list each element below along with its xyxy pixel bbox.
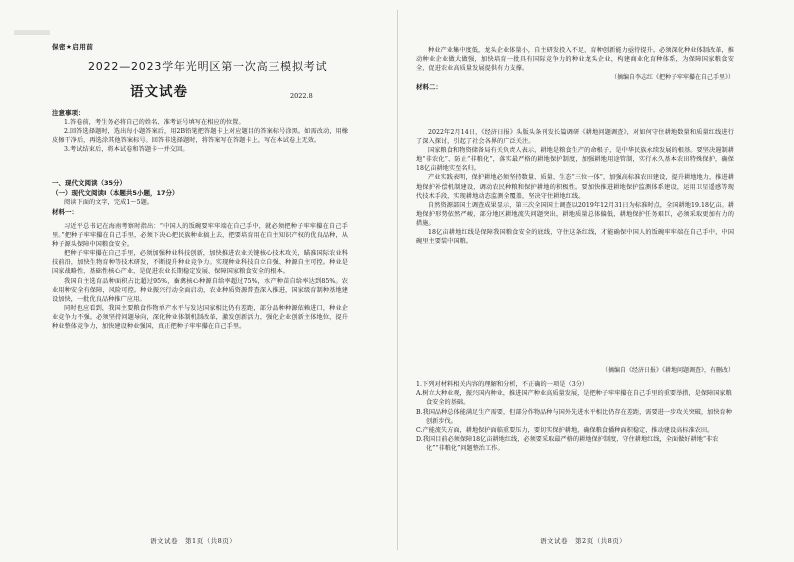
left-article xyxy=(52,222,348,512)
question-option: B.我国品种总体能满足生产需要，但部分作物品种与国外先进水平相比仍存在差距，需要进一步攻关突破，加快育种创新步伐。 xyxy=(416,408,732,425)
article-paragraph: 2022年2月14日，《经济日报》头版头条刊发长篇调研《耕地问题调查》，对如何守住耕地数量和质量红线进行了深入探讨，引起了社会各界的广泛关注。 xyxy=(416,129,734,146)
left-page-footer: 语文试卷 第1页（共8页） xyxy=(150,537,237,545)
question-option: D.我国目前必须保障18亿亩耕地红线，必须要采取最严格的耕地保护制度，守住耕地红线，全面做好耕地“非农化”“非粮化”问题整治工作。 xyxy=(416,436,719,453)
secret-label: 保密★启用前 xyxy=(52,43,94,51)
source-attribution: （摘编自《经济日报》《耕地问题调查》，有删改） xyxy=(601,367,734,374)
question-stem: 1.下列对材料相关内容的理解和分析，不正确的一项是（3分） xyxy=(416,381,589,388)
question-option: C.产能流失方面，耕地保护面临重要压力，要切实保护耕地，确保粮食播种面积稳定，推动建设高标准农田。 xyxy=(416,426,714,434)
article-paragraph: 种业产业集中度低，龙头企业体量小，自主研发投入不足，育种创新能力亟待提升。必须深化种业体制改革，推动种业企业做大做强，加快培育一批具有国际竞争力的种业龙头企业，构建商业化育种体系，为保障国家粮食安全、促进农业高质量发展提供有力支撑。 xyxy=(416,47,734,73)
article-paragraph: 把种子牢牢攥在自己手里，必须加强种业科技创新，加快推进农业关键核心技术攻关，瞄准国际农业科技前沿，加快生物育种等技术研发，不断提升种业竞争力。实现种业科技自立自强、种源自主可控。种业是国家战略性、基础性核心产业，是促进农业长期稳定发展、保障国家粮食安全的根本。 xyxy=(52,250,348,276)
section-heading: 一、现代文阅读（35分） xyxy=(52,179,127,187)
exam-date: 2022.8 xyxy=(290,92,313,100)
article-paragraph: 产业实践表明，保护耕地必须坚持数量、质量、生态“三位一体”，加强高标准农田建设，提升耕地地力，推进耕地保护补偿机制建设，调动农民种粮和保护耕地的积极性。要加快推进耕地保护监测体系建设，运用卫星遥感等现代技术手段，实现耕地动态监测全覆盖，坚决守住耕地红线。 xyxy=(416,174,734,200)
scan-mark xyxy=(14,30,50,35)
article-paragraph: 自然资源部国土调查成果显示，第三次全国国土调查以2019年12月31日为标准时点，全国耕地19.18亿亩。耕地保护形势依然严峻，部分地区耕地流失问题突出，耕地质量总体偏低，耕地保护任务艰巨，必须采取更加有力的措施。 xyxy=(416,201,734,227)
section1-header xyxy=(52,178,348,217)
article-paragraph: 习近平总书记在海南考察时指出：“中国人的饭碗要牢牢端在自己手中，就必须把种子牢牢攥在自己手里。”把种子牢牢攥在自己手里，必须下决心把民族种业搞上去，把要培育用在自主知识产权的优良品种，从种子源头保障中国粮食安全。 xyxy=(52,223,348,249)
question-option: A.树立大种业观，振兴国内种业，推进国产种业高质量发展，是把种子牢牢攥在自己手里的重要举措，是保障国家粮食安全的基础。 xyxy=(416,390,732,407)
notice-item: 1.答卷前，考生务必将自己的姓名、准考证号填写在相应的位置。 xyxy=(64,119,245,126)
article-paragraph: 国家粮食和物资储备局有关负责人表示，耕地是粮食生产的命根子，是中华民族永续发展的根基。要坚决遏制耕地“非农化”、防止“非粮化”，落实最严格的耕地保护制度，加强耕地用途管制，实行永久基本农田特殊保护，确保18亿亩耕地实至名归。 xyxy=(416,147,734,173)
article-paragraph: 我国自主选育品种面积占比超过95%，畜禽核心种源自给率超过75%，水产种苗自给率达到85%。农业用种安全有保障，风险可控。种业振兴行动全面启动，农业种质资源普查深入推进，国家级育制种基地建设加快，一批优良品种推广应用。 xyxy=(52,277,348,303)
exam-title: 2022—2023学年光明区第一次高三模拟考试 xyxy=(88,60,328,73)
subject-title: 语文试卷 xyxy=(130,84,188,100)
instruction-text: 阅读下面的文字，完成1～5题。 xyxy=(64,199,154,206)
source-attribution: （摘编自李志红《把种子牢牢攥在自己手里》） xyxy=(610,74,734,82)
notice-heading: 注意事项： xyxy=(52,109,85,117)
article-paragraph: 18亿亩耕地红线是保障我国粮食安全的底线，守住这条红线，才能确保中国人的饭碗牢牢端在自己手中，中国碗里主要装中国粮。 xyxy=(416,229,734,246)
subsection-heading: （一）现代文阅读Ⅰ（本题共5小题，17分） xyxy=(52,189,179,197)
material1-heading: 材料一： xyxy=(52,208,78,217)
page-gutter xyxy=(397,10,398,550)
article-paragraph: 同时也应看到，我国主要粮食作物单产水平与发达国家相比仍有差距，部分品种种源依赖进口，种业企业竞争力不强。必须坚持问题导向，深化种业体制机制改革，激发创新活力，强化企业创新主体地位，提升种业整体竞争力，加快建设种业强国，真正把种子牢牢攥在自己手里。 xyxy=(52,304,348,331)
notice-item: 2.回答选择题时，选出每小题答案后，用2B铅笔把答题卡上对应题目的答案标号涂黑。如需改动，用橡皮擦干净后，再选涂其他答案标号。回答非选择题时，将答案写在答题卡上，写在本试卷上无效。 xyxy=(52,128,348,145)
right-article xyxy=(416,128,734,366)
right-attribution-block xyxy=(416,366,734,375)
material2-heading: 材料二： xyxy=(416,83,442,92)
notice-item: 3.考试结束后，将本试卷和答题卡一并交回。 xyxy=(64,146,189,154)
right-top-block xyxy=(416,46,734,92)
notice-block xyxy=(52,108,348,154)
question-1 xyxy=(416,380,734,530)
right-page-footer: 语文试卷 第2页（共8页） xyxy=(540,537,627,545)
